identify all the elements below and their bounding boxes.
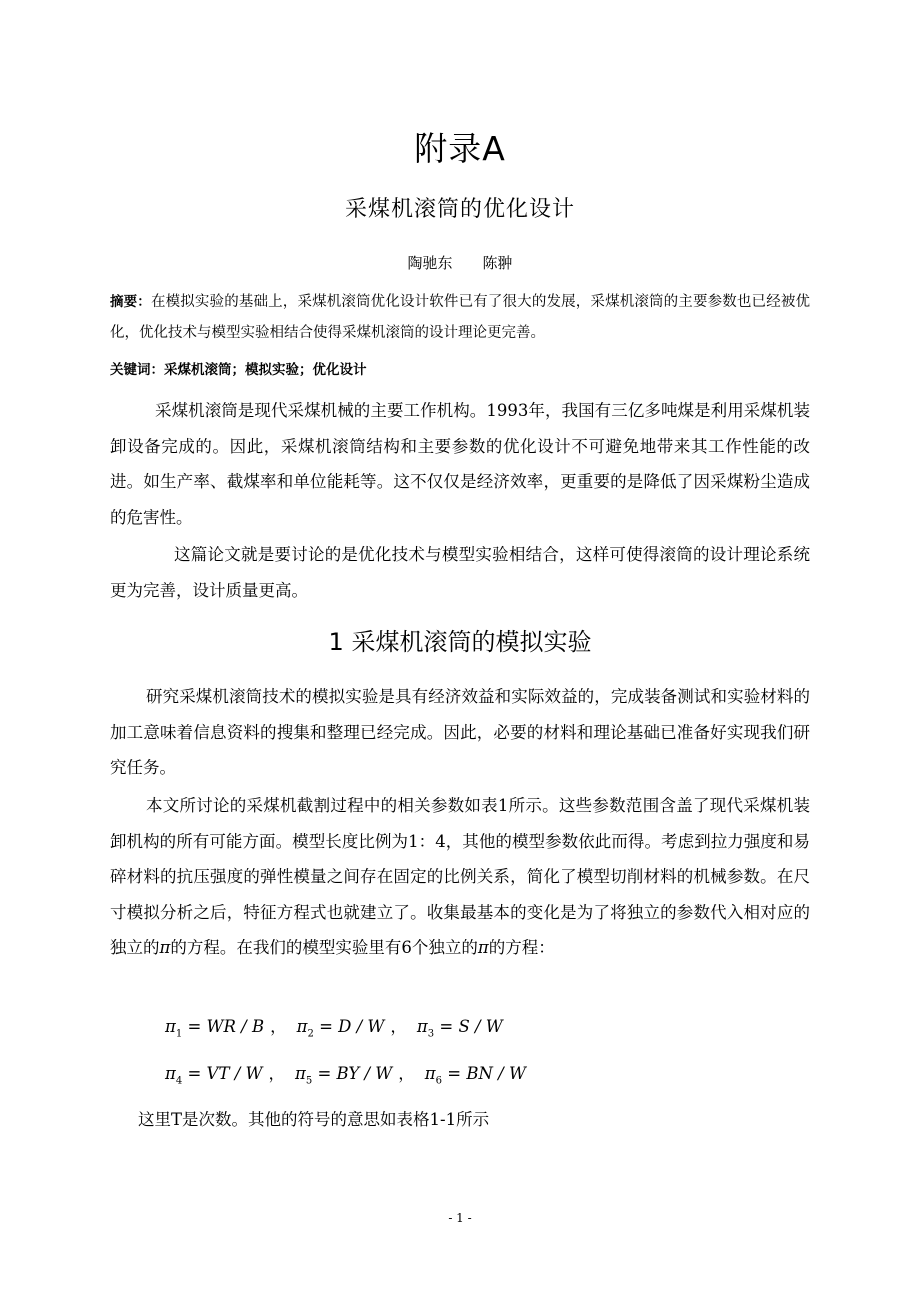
equation: $\pi_5$ = BY / W (294, 1064, 393, 1087)
paragraph-text: 的方程： (488, 938, 555, 957)
intro-paragraph: 这篇论文就是要讨论的是优化技术与模型实验相结合，这样可使得滚筒的设计理论系统更为完善，设计质量更高。 (110, 545, 810, 600)
equation: $\pi_6$ = BN / W (424, 1064, 526, 1087)
page-number: - 1 - (448, 1211, 472, 1225)
abstract-text: 在模拟实验的基础上，采煤机滚筒优化设计软件已有了很大的发展，采煤机滚筒的主要参数也已经被优化，优化技术与模型实验相结合使得采煤机滚筒的设计理论更完善。 (110, 294, 811, 341)
paragraph-text: 本文所讨论的采煤机截割过程中的相关参数如表1所示。这些参数范围含盖了现代采煤机装卸机构的所有可能方面。模型长度比例为1：4，其他的模型参数依此而得。考虑到拉力强度和易碎材料的抗压强度的弹性模量之间存在固定的比例关系，简化了模型切削材料的机械参数。在尺寸模拟分析之后，特征方程式也就建立了。收集最基本的变化是为了将独立的参数代入相对应的独立的 (110, 796, 810, 957)
equation-row-1: $\pi_1$ = WR / B ， $\pi_2 = D / W$ ， $\pi_3 = S / W$ (165, 1017, 503, 1040)
equation: $\pi_1$ = WR / B (165, 1017, 265, 1040)
body-paragraph (110, 788, 810, 966)
paragraph-text: 的方程。在我们的模型实验里有6个独立的 (170, 938, 478, 957)
keywords-text: 采煤机滚筒；模拟实验；优化设计 (164, 362, 367, 378)
keywords-label: 关键词： (110, 362, 164, 378)
abstract (110, 287, 810, 349)
equation: $\pi_2 = D / W$ (296, 1017, 385, 1040)
equation-row-2: $\pi_4$ = VT / W ， $\pi_5$ = BY / W ， $\pi_6$ = BN / W (165, 1064, 526, 1087)
body-paragraph: 这里T是次数。其他的符号的意思如表格1-1所示 (138, 1110, 490, 1129)
appendix-title: 附录A (414, 129, 506, 168)
pi-symbol: π (159, 938, 171, 957)
paper-title: 采煤机滚筒的优化设计 (344, 197, 575, 222)
intro-paragraph: 采煤机滚筒是现代采煤机械的主要工作机构。1993年，我国有三亿多吨煤是利用采煤机装卸设备完成的。因此，采煤机滚筒结构和主要参数的优化设计不可避免地带来其工作性能的改进。如生产率、截煤率和单位能耗等。这不仅仅是经济效率，更重要的是降低了因采煤粉尘造成的危害性。 (110, 401, 810, 527)
equation: $\pi_3 = S / W$ (416, 1017, 503, 1040)
author-list (0, 252, 920, 274)
keywords (110, 358, 810, 382)
equation: $\pi_4$ = VT / W (165, 1064, 263, 1087)
section-heading: 1 采煤机滚筒的模拟实验 (328, 628, 592, 656)
author-name: 陶驰东 (407, 254, 453, 272)
pi-symbol: π (477, 938, 489, 957)
author-name: 陈翀 (482, 254, 513, 272)
abstract-label: 摘要： (110, 294, 151, 310)
body-paragraph: 研究采煤机滚筒技术的模拟实验是具有经济效益和实际效益的，完成装备测试和实验材料的加工意味着信息资料的搜集和整理已经完成。因此，必要的材料和理论基础已准备好实现我们研究任务。 (110, 687, 810, 777)
